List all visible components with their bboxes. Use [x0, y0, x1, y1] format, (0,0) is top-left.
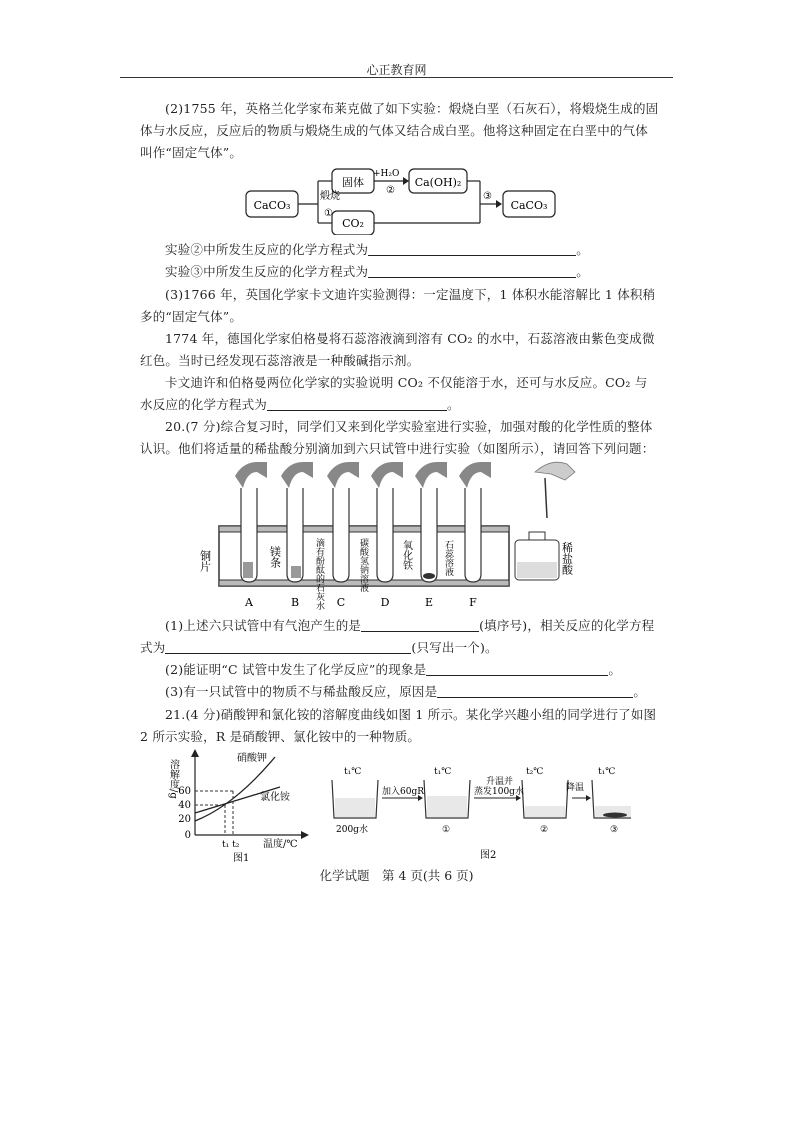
svg-text:40: 40 — [178, 800, 191, 811]
flow-end-label: CaCO₃ — [510, 199, 548, 212]
fig1-curve-kno3: 硝酸钾 — [237, 753, 267, 764]
tube-d-label: 碳酸氢钠溶液 — [358, 538, 368, 592]
flow-gas-label: CO₂ — [342, 217, 364, 230]
svg-text:E: E — [424, 596, 434, 609]
svg-text:t₁℃: t₁℃ — [598, 767, 616, 777]
fig2-heat-label2: 蒸发100g水 — [474, 787, 524, 797]
q19-part3-p1: (3)1766 年，英国化学家卡文迪许实验测得：一定温度下，1 体积水能溶解比 1 体积稍多的“固定气体”。 — [140, 287, 656, 324]
page-header: 心正教育网 — [366, 63, 427, 77]
q19-part3-p3: 卡文迪许和伯格曼两位化学家的实验说明 CO₂ 不仅能溶于水，还可与水反应。CO₂ 与水反应的化学方程式为 。 — [140, 375, 648, 412]
svg-text:t₁℃: t₁℃ — [434, 767, 452, 777]
svg-text:0: 0 — [184, 830, 191, 841]
fig1-ylabel: 溶解度/g — [167, 759, 179, 799]
svg-text:D: D — [380, 596, 390, 609]
flow-start-label: CaCO₃ — [253, 199, 291, 212]
svg-text:20: 20 — [178, 814, 191, 825]
q19-exp2-line: 实验②中所发生反应的化学方程式为 。 — [165, 242, 589, 257]
svg-text:t₁℃: t₁℃ — [344, 767, 362, 777]
fig1-xticks: t₁ t₂ — [222, 840, 240, 850]
q19-exp3-line: 实验③中所发生反应的化学方程式为 。 — [165, 264, 589, 279]
drop-arrow-e — [415, 462, 447, 488]
copper-label: 铜片 — [198, 550, 212, 572]
drop-arrow-c — [327, 462, 359, 488]
acid-bottle-label: 稀盐酸 — [560, 542, 574, 575]
svg-text:B: B — [290, 596, 300, 609]
tube-b-label: 镁条 — [268, 546, 282, 568]
q19-exp2-prompt: 实验②中所发生反应的化学方程式为 — [165, 242, 369, 257]
tube-f-label: 石蕊溶液 — [443, 540, 453, 576]
tube-c-label: 滴有酚酞的石灰水 — [314, 538, 324, 610]
flow-step3-num: ③ — [483, 191, 492, 202]
svg-text:①: ① — [442, 825, 451, 835]
solubility-curve-figure — [165, 745, 325, 865]
magnesium-strip — [291, 566, 301, 578]
svg-text:③: ③ — [610, 825, 619, 835]
q19-part3-p2: 1774 年，德国化学家伯格曼将石蕊溶液滴到溶有 CO₂ 的水中，石蕊溶液由紫色变成微红色。当时已经发现石蕊溶液是一种酸碱指示剂。 — [140, 331, 655, 368]
flow-hydroxide-label: Ca(OH)₂ — [414, 176, 462, 189]
iron-oxide-powder — [423, 573, 435, 579]
q20-c-phenomenon-blank[interactable] — [426, 661, 608, 676]
header-divider — [120, 77, 673, 78]
q19-exp3-answer-blank[interactable] — [368, 263, 576, 278]
svg-text:60: 60 — [178, 786, 191, 797]
fig1-caption: 图1 — [233, 853, 250, 864]
q20-reason-blank[interactable] — [437, 683, 633, 698]
page-footer: 化学试题 第 4 页(共 6 页) — [319, 868, 474, 883]
q19-exp3-prompt: 实验③中所发生反应的化学方程式为 — [165, 264, 369, 279]
q20-q1-line: (1)上述六只试管中有气泡产生的是 (填序号)，相关反应的化学方程式为 (只写出一个)。 — [140, 618, 655, 655]
test-tube-rack-figure — [195, 458, 605, 618]
black-experiment-flowchart — [240, 165, 560, 235]
q20-intro: 20.(7 分)综合复习时，同学们又来到化学实验室进行实验，加强对酸的化学性质的整体认识。他们将适量的稀盐酸分别滴加到六只试管中进行实验（如图所示），请回答下列问题： — [140, 419, 655, 456]
svg-text:②: ② — [540, 825, 549, 835]
tube-e-label: 氧化铁 — [400, 540, 412, 570]
drop-arrow-b — [281, 462, 313, 488]
q21-intro: 21.(4 分)硝酸钾和氯化铵的溶解度曲线如图 1 所示。某化学兴趣小组的同学进行了如图 2 所示实验，R 是硝酸钾、氯化铵中的一种物质。 — [140, 707, 657, 744]
fig2-heat-label1: 升温并 — [486, 777, 514, 787]
dropper-icon — [545, 478, 547, 518]
test-tube-f — [465, 488, 481, 582]
q20-q2-line: (2)能证明“C 试管中发生了化学反应”的现象是 。 — [165, 662, 622, 677]
q20-bubble-tubes-blank[interactable] — [361, 617, 479, 632]
flow-step1-num: ① — [324, 208, 333, 219]
fig2-add-label: 加入60gR — [382, 787, 424, 797]
q19-co2-answer-blank[interactable] — [267, 396, 447, 411]
drop-arrow-a — [235, 462, 267, 488]
fig2-cool-label: 降温 — [566, 783, 585, 793]
experiment-process-figure — [326, 760, 631, 865]
flow-step2-num: ② — [386, 185, 395, 196]
copper-piece — [243, 562, 253, 578]
crystal-precipitate — [603, 813, 627, 818]
test-tube-c — [333, 488, 349, 582]
svg-text:F: F — [469, 596, 477, 609]
test-tube-d — [377, 488, 393, 582]
drop-arrow-f — [459, 462, 491, 488]
svg-text:A: A — [245, 596, 253, 609]
q20-equation-blank[interactable] — [165, 639, 411, 654]
fig2-water-label: 200g水 — [336, 825, 368, 835]
test-tube-e — [421, 488, 437, 582]
q20-q3-line: (3)有一只试管中的物质不与稀盐酸反应，原因是 。 — [165, 684, 647, 699]
fig1-curve-nh4cl: 氯化铵 — [260, 792, 290, 803]
flow-solid-label: 固体 — [342, 176, 364, 189]
fig2-caption: 图2 — [480, 850, 497, 861]
svg-text:t₂℃: t₂℃ — [526, 767, 544, 777]
potassium-nitrate-curve — [195, 757, 275, 821]
flow-water-label: +H₂O — [373, 169, 400, 179]
q19-exp2-answer-blank[interactable] — [368, 241, 576, 256]
drop-arrow-d — [371, 462, 403, 488]
flow-calcine-label: 煅烧 — [320, 191, 340, 202]
hand-icon — [535, 462, 575, 480]
q19-part2-text: (2)1755 年，英格兰化学家布莱克做了如下实验：煅烧白垩（石灰石），将煅烧生成的固体与水反应，反应后的物质与煅烧生成的气体又结合成白垩。他将这种固定在白垩中的气体叫作“固定气体”。 — [140, 101, 659, 160]
svg-text:C: C — [336, 596, 346, 609]
fig1-xlabel: 温度/℃ — [263, 839, 298, 850]
